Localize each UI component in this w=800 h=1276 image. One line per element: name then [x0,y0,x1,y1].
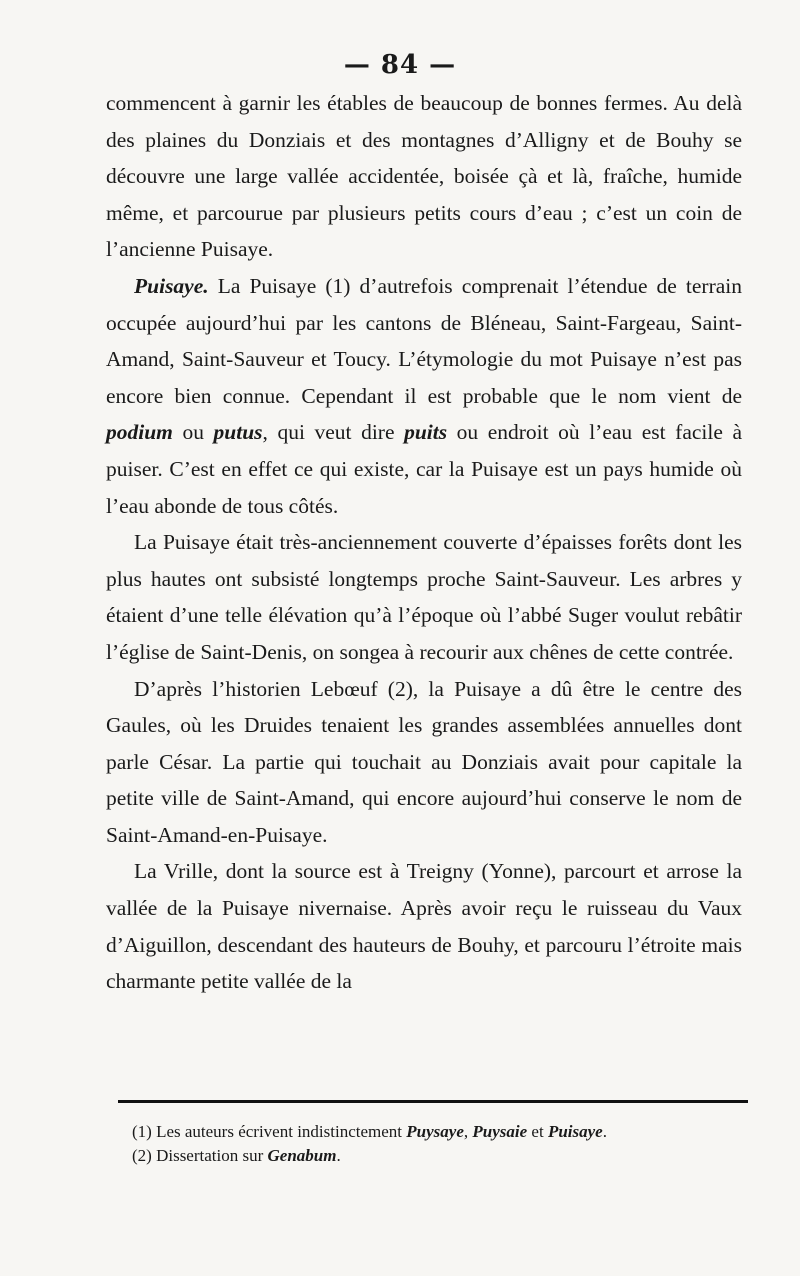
paragraph-2-text-1: La Puisaye (1) d’autrefois comprenait l’étendue de terrain occupée aujourd’hui par les cantons de Bléneau, Saint-Fargeau, Saint-Amand, Saint-Sauveur et Toucy. L’étymologie du mot Puisaye n’est pas encore bien connue. Cependant il est probable que le nom vient de [106,273,742,408]
footnote-1 [108,1120,748,1144]
paragraph-5: La Vrille, dont la source est à Treigny (Yonne), parcourt et arrose la vallée de la Puisaye nivernaise. Après avoir reçu le ruisseau du Vaux d’Aiguillon, descendant des hauteurs de Bouhy, et parcouru l’étroite mais charmante petite vallée de la [106,859,742,994]
footnote-1-text-1: (1) Les auteurs écrivent indistinctement [132,1122,407,1141]
footnote-1-text-4: . [602,1122,607,1141]
body-text [106,85,742,1000]
footnote-2-italic-genabum: Genabum [267,1146,337,1165]
paragraph-3: La Puisaye était très-anciennement couverte d’épaisses forêts dont les plus hautes ont subsisté longtemps proche Saint-Sauveur. Les arbres y étaient d’une telle élévation qu’à l’époque où l’abbé Suger voulut rebâtir l’église de Saint-Denis, on songea à recourir aux chênes de cette contrée. [106,530,742,664]
paragraph-1: commencent à garnir les étables de beaucoup de bonnes fermes. Au delà des plaines du Donziais et des montagnes d’Alligny et de Bouhy se découvre une large vallée accidentée, boisée çà et là, fraîche, humide même, et parcourue par plusieurs petits cours d’eau ; c’est un coin de l’ancienne Puisaye. [106,91,742,262]
paragraph-4: D’après l’historien Lebœuf (2), la Puisaye a dû être le centre des Gaules, où les Druides tenaient les grandes assemblées annuelles dont parle César. La partie qui touchait au Donziais avait pour capitale la petite ville de Saint-Amand, qui encore aujourd’hui conserve le nom de Saint-Amand-en-Puisaye. [106,676,742,847]
footnote-2 [108,1144,748,1168]
footnote-separator-rule [118,1100,748,1103]
paragraph-2 [106,268,742,524]
footnote-2-text-2: . [336,1146,341,1165]
section-heading-term: Puisaye. [134,273,209,298]
page-number: — 84 — [343,50,457,80]
footnote-1-text-3: et [527,1122,548,1141]
footnote-1-italic-puysaye: Puysaye [406,1122,464,1141]
footnotes [108,1120,748,1168]
italic-word-podium: podium [106,420,173,445]
paragraph-2-text-2: ou [172,420,214,445]
italic-word-putus: putus [213,420,263,445]
italic-word-puits: puits [404,420,448,445]
paragraph-2-text-3: , qui veut dire [262,420,405,445]
footnote-1-italic-puysaie: Puysaie [472,1122,528,1141]
footnote-2-text-1: (2) Dissertation sur [132,1146,268,1165]
footnote-1-italic-puisaye: Puisaye [547,1122,603,1141]
footnote-1-text-2: , [463,1122,473,1141]
paragraph-2-text-4: ou endroit où l’eau est facile à puiser. C’est en effet ce qui existe, car la Puisaye est un pays humide où l’eau abonde de tous côtés. [106,420,743,518]
